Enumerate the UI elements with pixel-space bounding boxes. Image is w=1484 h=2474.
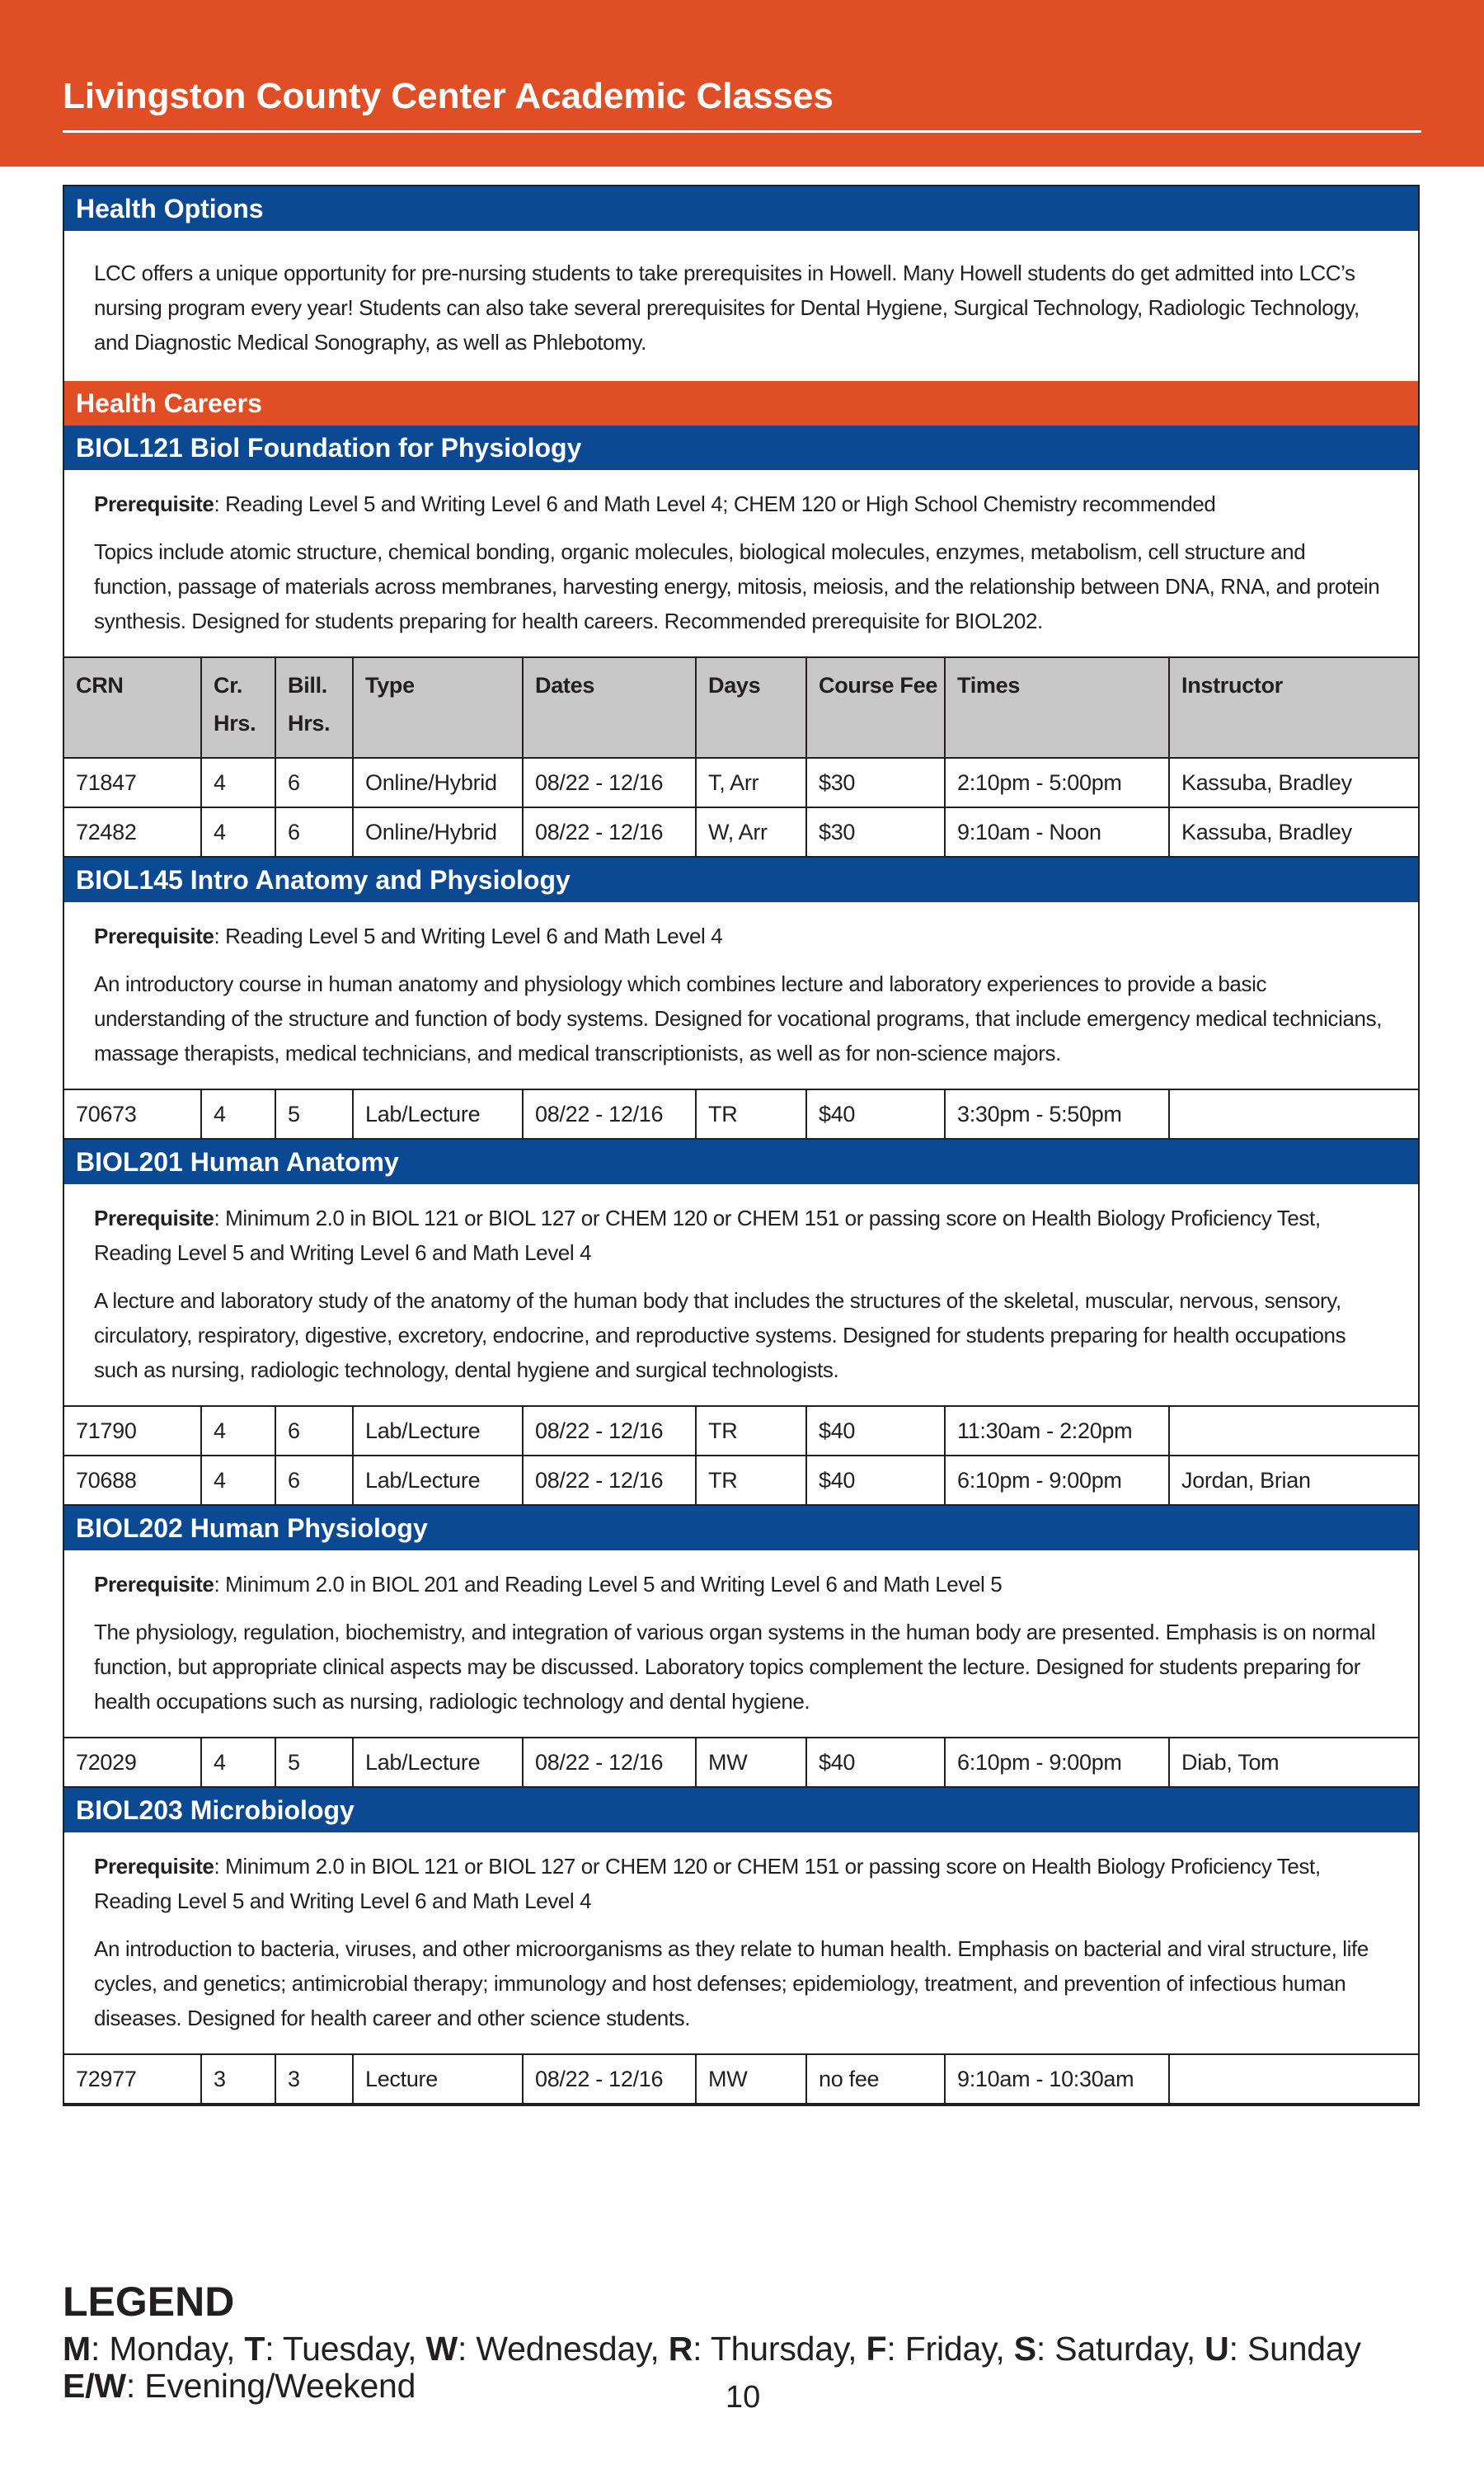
table-row (64, 1456, 1418, 1505)
course-details (64, 1184, 1418, 1407)
section-table (64, 658, 1418, 858)
prerequisite-text: : Minimum 2.0 in BIOL 121 or BIOL 127 or CHEM 120 or CHEM 151 or passing score on Health Biology Proficiency Test, Reading Level 5 and Writing Level 6 and Math Level 4 (94, 1854, 1321, 1913)
legend-value: : Wednesday, (458, 2330, 669, 2368)
prerequisite-text: : Reading Level 5 and Writing Level 6 and Math Level 4; CHEM 120 or High School Chemistry recommended (214, 492, 1216, 516)
cell-days: TR (696, 1407, 806, 1456)
cell-crn: 72482 (64, 807, 201, 857)
course-title: BIOL201 Human Anatomy (64, 1140, 1418, 1184)
header-banner (0, 0, 1484, 167)
column-header-days: Days (696, 658, 806, 758)
section-table (64, 1738, 1418, 1788)
cell-bill: 6 (275, 758, 353, 807)
course-description: The physiology, regulation, biochemistry, and integration of various organ systems in the human body are presented. Emphasis is on normal function, but appropriate clinical aspects may be discussed. Laboratory topics complement the lecture. Designed for students preparing for health occupations such as nursing, radiologic technology and dental hygiene. (94, 1620, 1376, 1714)
table-row (64, 1090, 1418, 1139)
cell-crn: 71790 (64, 1407, 201, 1456)
table-row (64, 807, 1418, 857)
cell-type: Online/Hybrid (353, 807, 523, 857)
cell-crn: 70688 (64, 1456, 201, 1505)
course-prerequisite (94, 1201, 1385, 1270)
cell-days: W, Arr (696, 807, 806, 857)
prerequisite-text: : Reading Level 5 and Writing Level 6 and Math Level 4 (214, 924, 723, 948)
cell-crn: 70673 (64, 1090, 201, 1139)
cell-dates: 08/22 - 12/16 (523, 807, 696, 857)
cell-cr: 4 (201, 1090, 275, 1139)
section-table (64, 1090, 1418, 1140)
page-title: Livingston County Center Academic Classes (63, 76, 834, 116)
cell-days: MW (696, 2055, 806, 2104)
legend-key: M (63, 2330, 91, 2368)
cell-cr: 4 (201, 1456, 275, 1505)
cell-dates: 08/22 - 12/16 (523, 2055, 696, 2104)
cell-type: Lab/Lecture (353, 1090, 523, 1139)
legend-value: : Evening/Weekend (125, 2367, 416, 2405)
legend-evening (63, 2367, 416, 2406)
column-header-cr-hrs: Cr. Hrs. (201, 658, 275, 758)
cell-cr: 4 (201, 758, 275, 807)
course-prerequisite (94, 1849, 1385, 1918)
cell-dates: 08/22 - 12/16 (523, 1407, 696, 1456)
cell-instructor: Kassuba, Bradley (1169, 807, 1418, 857)
cell-crn: 72029 (64, 1738, 201, 1787)
cell-fee: $30 (806, 758, 945, 807)
cell-times: 3:30pm - 5:50pm (945, 1090, 1169, 1139)
course-description: Topics include atomic structure, chemical bonding, organic molecules, biological molecules, enzymes, metabolism, cell structure and function, passage of materials across membranes, harvesting energy, mitosis, meiosis, and the relationship between DNA, RNA, and protein synthesis. Designed for students preparing for health careers. Recommended prerequisite for BIOL202. (94, 539, 1380, 633)
column-header-type: Type (353, 658, 523, 758)
legend-value: : Sunday (1228, 2330, 1361, 2368)
cell-times: 2:10pm - 5:00pm (945, 758, 1169, 807)
cell-crn: 72977 (64, 2055, 201, 2104)
column-header-times: Times (945, 658, 1169, 758)
cell-cr: 4 (201, 1407, 275, 1456)
legend-key: F (866, 2330, 887, 2368)
page-number: 10 (726, 2380, 761, 2415)
course-prerequisite (94, 919, 1385, 953)
cell-fee: $40 (806, 1738, 945, 1787)
prerequisite-text: : Minimum 2.0 in BIOL 201 and Reading Level 5 and Writing Level 6 and Math Level 5 (214, 1572, 1003, 1597)
table-row (64, 1738, 1418, 1787)
course-description: An introductory course in human anatomy and physiology which combines lecture and laboratory experiences to provide a basic understanding of the structure and function of body systems. Designed for vocational programs, that include emergency medical technicians, massage therapists, medical technicians, and medical transcriptionists, as well as for non-science majors. (94, 971, 1383, 1065)
legend-value: : Tuesday, (265, 2330, 426, 2368)
cell-instructor: Kassuba, Bradley (1169, 758, 1418, 807)
legend-value: : Friday, (886, 2330, 1014, 2368)
legend-key: U (1205, 2330, 1229, 2368)
cell-type: Online/Hybrid (353, 758, 523, 807)
cell-cr: 3 (201, 2055, 275, 2104)
course-details (64, 1550, 1418, 1738)
cell-dates: 08/22 - 12/16 (523, 1090, 696, 1139)
cell-instructor (1169, 2055, 1418, 2104)
column-header-instructor: Instructor (1169, 658, 1418, 758)
prerequisite-label: Prerequisite (94, 1572, 214, 1597)
cell-bill: 6 (275, 1456, 353, 1505)
column-header-crn: CRN (64, 658, 201, 758)
legend-key: E/W (63, 2367, 126, 2405)
table-header-row (64, 658, 1418, 758)
cell-times: 6:10pm - 9:00pm (945, 1456, 1169, 1505)
legend-value: : Monday, (90, 2330, 245, 2368)
health-options-body (64, 231, 1418, 381)
course-title: BIOL203 Microbiology (64, 1788, 1418, 1832)
legend-days (63, 2330, 1361, 2368)
course-details (64, 470, 1418, 658)
course-details (64, 902, 1418, 1090)
course-title: BIOL202 Human Physiology (64, 1506, 1418, 1550)
cell-bill: 5 (275, 1738, 353, 1787)
course-prerequisite (94, 487, 1385, 521)
course-prerequisite (94, 1567, 1385, 1602)
course-title: BIOL145 Intro Anatomy and Physiology (64, 858, 1418, 902)
legend-value: : Thursday, (693, 2330, 866, 2368)
cell-fee: no fee (806, 2055, 945, 2104)
cell-cr: 4 (201, 807, 275, 857)
course-list (64, 426, 1418, 2105)
cell-type: Lab/Lecture (353, 1456, 523, 1505)
legend-key: T (244, 2330, 265, 2368)
cell-dates: 08/22 - 12/16 (523, 758, 696, 807)
cell-fee: $30 (806, 807, 945, 857)
column-header-dates: Dates (523, 658, 696, 758)
column-header-course-fee: Course Fee (806, 658, 945, 758)
column-header-bill-hrs: Bill. Hrs. (275, 658, 353, 758)
cell-fee: $40 (806, 1407, 945, 1456)
legend-key: W (425, 2330, 458, 2368)
legend-key: S (1013, 2330, 1036, 2368)
table-row (64, 758, 1418, 807)
cell-fee: $40 (806, 1456, 945, 1505)
cell-bill: 3 (275, 2055, 353, 2104)
cell-times: 6:10pm - 9:00pm (945, 1738, 1169, 1787)
cell-instructor: Diab, Tom (1169, 1738, 1418, 1787)
course-title: BIOL121 Biol Foundation for Physiology (64, 426, 1418, 470)
cell-days: T, Arr (696, 758, 806, 807)
cell-instructor (1169, 1090, 1418, 1139)
cell-cr: 4 (201, 1738, 275, 1787)
cell-times: 9:10am - Noon (945, 807, 1169, 857)
course-description: A lecture and laboratory study of the anatomy of the human body that includes the structures of the skeletal, muscular, nervous, sensory, circulatory, respiratory, digestive, excretory, endocrine, and reproductive systems. Designed for students preparing for health occupations such as nursing, radiologic technology, dental hygiene and surgical technologists. (94, 1288, 1346, 1382)
cell-fee: $40 (806, 1090, 945, 1139)
cell-days: TR (696, 1456, 806, 1505)
prerequisite-label: Prerequisite (94, 492, 214, 516)
section-table (64, 2055, 1418, 2105)
cell-instructor: Jordan, Brian (1169, 1456, 1418, 1505)
course-description: An introduction to bacteria, viruses, and other microorganisms as they relate to human health. Emphasis on bacterial and viral structure, life cycles, and genetics; antimicrobial therapy; immunology and host defenses; epidemiology, treatment, and prevention of infectious human diseases. Designed for health career and other science students. (94, 1936, 1369, 2030)
health-options-text: LCC offers a unique opportunity for pre-nursing students to take prerequisites in Howell. Many Howell students do get admitted into LCC’s nursing program every year! Students can also take several prerequisites for Dental Hygiene, Surgical Technology, Radiologic Technology, and Diagnostic Medical Sonography, as well as Phlebotomy. (94, 261, 1360, 355)
course-details (64, 1832, 1418, 2055)
prerequisite-label: Prerequisite (94, 1206, 214, 1230)
cell-type: Lab/Lecture (353, 1738, 523, 1787)
cell-type: Lecture (353, 2055, 523, 2104)
cell-days: TR (696, 1090, 806, 1139)
health-options-heading: Health Options (64, 186, 1418, 231)
prerequisite-label: Prerequisite (94, 1854, 214, 1879)
cell-times: 11:30am - 2:20pm (945, 1407, 1169, 1456)
cell-type: Lab/Lecture (353, 1407, 523, 1456)
section-table (64, 1407, 1418, 1506)
prerequisite-label: Prerequisite (94, 924, 214, 948)
table-row (64, 1407, 1418, 1456)
cell-bill: 6 (275, 807, 353, 857)
cell-bill: 5 (275, 1090, 353, 1139)
health-careers-heading: Health Careers (64, 381, 1418, 426)
cell-times: 9:10am - 10:30am (945, 2055, 1169, 2104)
legend-title: LEGEND (63, 2279, 235, 2325)
cell-bill: 6 (275, 1407, 353, 1456)
header-rule (63, 130, 1421, 133)
cell-days: MW (696, 1738, 806, 1787)
cell-crn: 71847 (64, 758, 201, 807)
cell-instructor (1169, 1407, 1418, 1456)
table-row (64, 2055, 1418, 2104)
legend-value: : Saturday, (1036, 2330, 1205, 2368)
prerequisite-text: : Minimum 2.0 in BIOL 121 or BIOL 127 or CHEM 120 or CHEM 151 or passing score on Health Biology Proficiency Test, Reading Level 5 and Writing Level 6 and Math Level 4 (94, 1206, 1321, 1265)
cell-dates: 08/22 - 12/16 (523, 1456, 696, 1505)
legend-key: R (668, 2330, 693, 2368)
class-listing (63, 185, 1420, 2106)
cell-dates: 08/22 - 12/16 (523, 1738, 696, 1787)
